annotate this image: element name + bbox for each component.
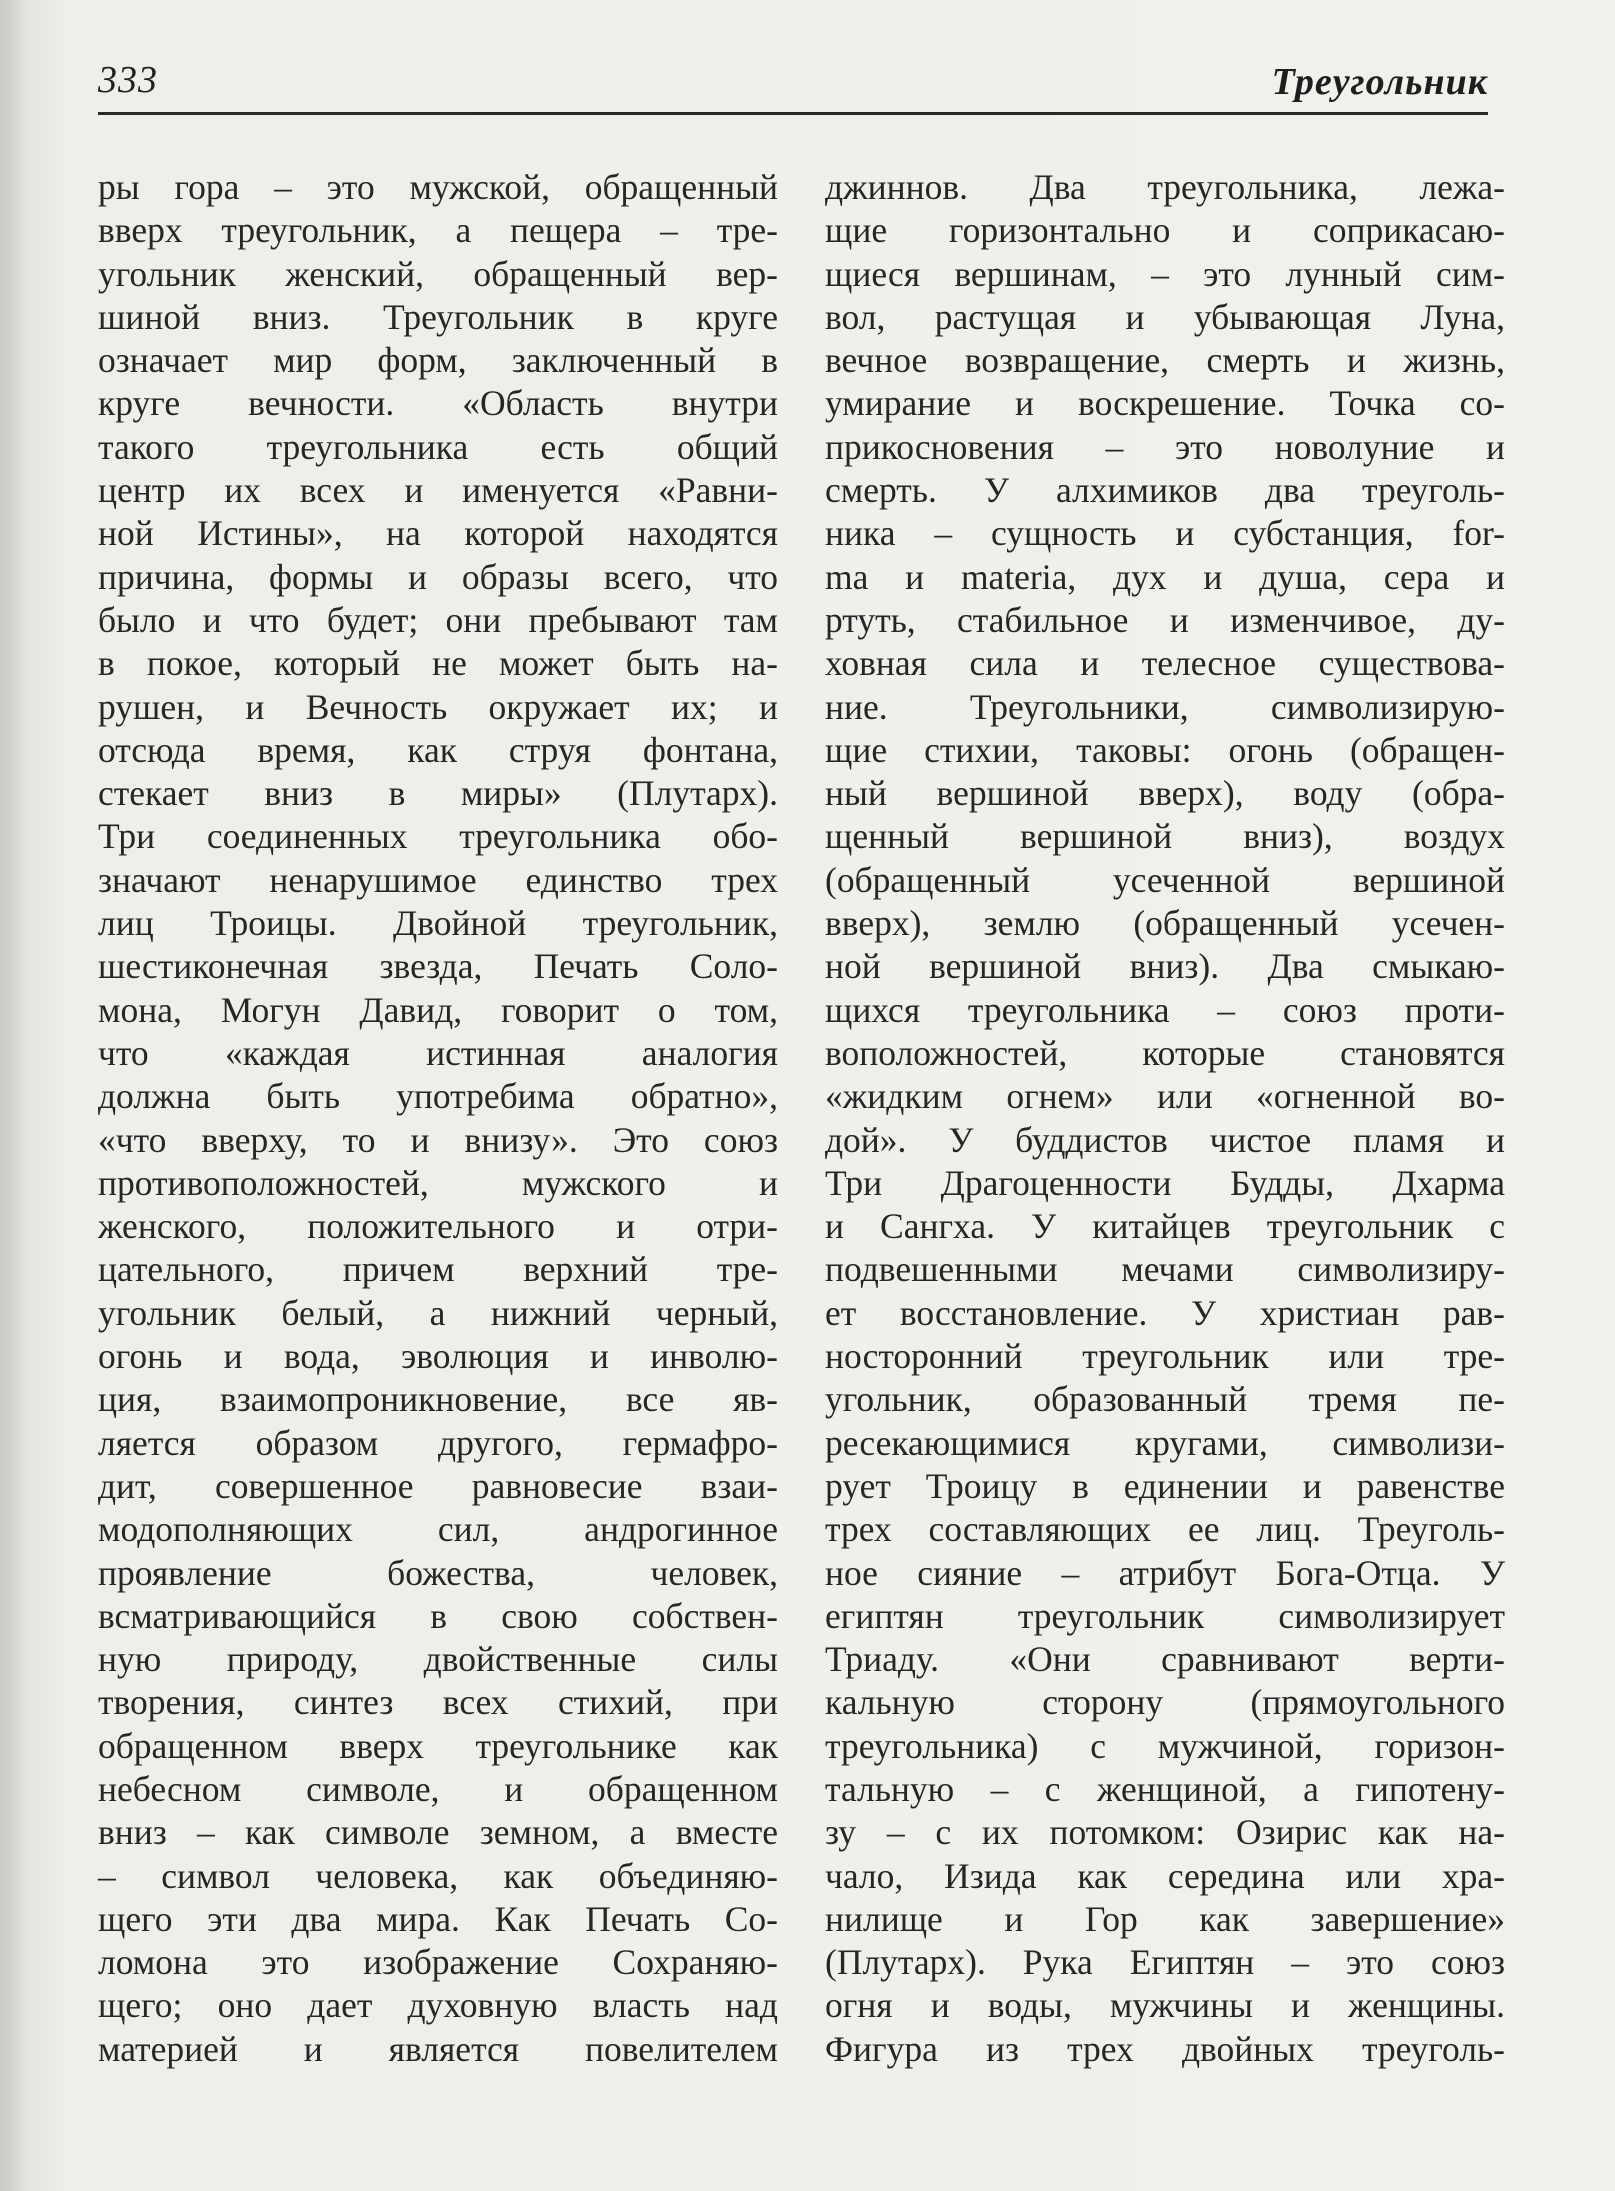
text-line: трех составляющих ее лиц. Треуголь-: [825, 1509, 1505, 1550]
text-line: ние. Треугольники, символизирую-: [825, 686, 1505, 727]
text-line: такого треугольника есть общий: [98, 426, 778, 467]
text-line: Фигура из трех двойных треуголь-: [825, 2028, 1505, 2069]
text-line: проявление божества, человек,: [98, 1552, 778, 1593]
text-line: ры гора – это мужской, обращенный: [98, 167, 778, 207]
text-line: обращенном вверх треугольнике как: [98, 1725, 778, 1766]
text-line: рует Троицу в единении и равенстве: [825, 1465, 1505, 1506]
text-line: лиц Троицы. Двойной треугольник,: [98, 903, 778, 944]
text-line: ной вершиной вниз). Два смыкаю-: [825, 946, 1505, 987]
text-line: отсюда время, как струя фонтана,: [98, 729, 778, 770]
text-line: противоположностей, мужского и: [98, 1162, 778, 1203]
text-line: джиннов. Два треугольника, лежа-: [825, 167, 1505, 207]
text-line: смерть. У алхимиков два треуголь-: [825, 470, 1505, 511]
text-line: щего; оно дает духовную власть над: [98, 1985, 778, 2026]
text-line: чало, Изида как середина или хра-: [825, 1855, 1505, 1896]
text-line: стекает вниз в миры» (Плутарх).: [98, 773, 778, 814]
text-line: ция, взаимопроникновение, все яв-: [98, 1379, 778, 1420]
text-line: угольник белый, а нижний черный,: [98, 1292, 778, 1333]
text-line: щие стихии, таковы: огонь (обращен-: [825, 729, 1505, 770]
text-column-right: [825, 166, 1505, 2071]
text-line: «жидким огнем» или «огненной во-: [825, 1076, 1505, 1117]
text-line: ховная сила и телесное существова-: [825, 643, 1505, 684]
running-head: [98, 52, 1488, 115]
text-line: подвешенными мечами символизиру-: [825, 1249, 1505, 1290]
text-line: Триаду. «Они сравнивают верти-: [825, 1639, 1505, 1680]
section-title: Треугольник: [1271, 61, 1488, 103]
text-line: мона, Могун Давид, говорит о том,: [98, 989, 778, 1030]
text-line: означает мир форм, заключенный в: [98, 340, 778, 381]
text-line: что «каждая истинная аналогия: [98, 1032, 778, 1073]
page-number: 333: [98, 59, 158, 101]
text-line: дит, совершенное равновесие взаи-: [98, 1465, 778, 1506]
text-line: (Плутарх). Рука Египтян – это союз: [825, 1942, 1505, 1983]
text-line: центр их всех и именуется «Равни-: [98, 470, 778, 511]
text-line: кальную сторону (прямоугольного: [825, 1682, 1505, 1723]
text-line: угольник, образованный тремя пе-: [825, 1379, 1505, 1420]
text-line: ет восстановление. У христиан рав-: [825, 1292, 1505, 1333]
text-line: ное сияние – атрибут Бога-Отца. У: [825, 1552, 1505, 1593]
text-line: щиеся вершинам, – это лунный сим-: [825, 253, 1505, 294]
text-line: материей и является повелителем: [98, 2028, 778, 2069]
text-line: небесном символе, и обращенном: [98, 1768, 778, 1809]
text-line: вверх), землю (обращенный усечен-: [825, 903, 1505, 944]
text-line: щего эти два мира. Как Печать Со-: [98, 1898, 778, 1939]
text-line: огня и воды, мужчины и женщины.: [825, 1985, 1505, 2026]
text-line: цательного, причем верхний тре-: [98, 1249, 778, 1290]
text-line: ломона это изображение Сохраняю-: [98, 1942, 778, 1983]
text-line: щие горизонтально и соприкасаю-: [825, 210, 1505, 251]
text-line: зу – с их потомком: Озирис как на-: [825, 1812, 1505, 1853]
text-line: ресекающимися кругами, символизи-: [825, 1422, 1505, 1463]
text-column-left: [98, 166, 778, 2071]
text-line: ma и materia, дух и душа, сера и: [825, 556, 1505, 597]
text-line: женского, положительного и отри-: [98, 1206, 778, 1247]
text-line: вол, растущая и убывающая Луна,: [825, 296, 1505, 337]
text-line: дой». У буддистов чистое пламя и: [825, 1119, 1505, 1160]
text-line: шиной вниз. Треугольник в круге: [98, 296, 778, 337]
text-line: было и что будет; они пребывают там: [98, 599, 778, 640]
text-line: «что вверху, то и внизу». Это союз: [98, 1119, 778, 1160]
text-line: вверх треугольник, а пещера – тре-: [98, 210, 778, 251]
text-line: рушен, и Вечность окружает их; и: [98, 686, 778, 727]
text-line: творения, синтез всех стихий, при: [98, 1682, 778, 1723]
text-line: в покое, который не может быть на-: [98, 643, 778, 684]
text-line: ной Истины», на которой находятся: [98, 513, 778, 554]
text-line: щихся треугольника – союз проти-: [825, 989, 1505, 1030]
text-line: вниз – как символе земном, а вместе: [98, 1812, 778, 1853]
text-line: должна быть употребима обратно»,: [98, 1076, 778, 1117]
text-line: ный вершиной вверх), воду (обра-: [825, 773, 1505, 814]
text-line: шестиконечная звезда, Печать Соло-: [98, 946, 778, 987]
text-line: треугольника) с мужчиной, горизон-: [825, 1725, 1505, 1766]
text-line: ную природу, двойственные силы: [98, 1639, 778, 1680]
text-line: прикосновения – это новолуние и: [825, 426, 1505, 467]
text-line: (обращенный усеченной вершиной: [825, 859, 1505, 900]
text-line: Три Драгоценности Будды, Дхарма: [825, 1162, 1505, 1203]
text-line: ртуть, стабильное и изменчивое, ду-: [825, 599, 1505, 640]
text-line: ляется образом другого, гермафро-: [98, 1422, 778, 1463]
text-line: воположностей, которые становятся: [825, 1032, 1505, 1073]
text-line: ника – сущность и субстанция, for-: [825, 513, 1505, 554]
text-line: Три соединенных треугольника обо-: [98, 816, 778, 857]
text-line: тальную – с женщиной, а гипотену-: [825, 1768, 1505, 1809]
text-line: египтян треугольник символизирует: [825, 1595, 1505, 1636]
text-line: модополняющих сил, андрогинное: [98, 1509, 778, 1550]
text-line: вечное возвращение, смерть и жизнь,: [825, 340, 1505, 381]
text-line: умирание и воскрешение. Точка со-: [825, 383, 1505, 424]
text-line: огонь и вода, эволюция и инволю-: [98, 1336, 778, 1377]
text-line: носторонний треугольник или тре-: [825, 1336, 1505, 1377]
text-line: – символ человека, как объединяю-: [98, 1855, 778, 1896]
text-line: нилище и Гор как завершение»: [825, 1898, 1505, 1939]
text-line: причина, формы и образы всего, что: [98, 556, 778, 597]
text-line: всматривающийся в свою собствен-: [98, 1595, 778, 1636]
text-line: и Сангха. У китайцев треугольник с: [825, 1206, 1505, 1247]
text-line: значают ненарушимое единство трех: [98, 859, 778, 900]
text-line: угольник женский, обращенный вер-: [98, 253, 778, 294]
text-line: круге вечности. «Область внутри: [98, 383, 778, 424]
text-line: щенный вершиной вниз), воздух: [825, 816, 1505, 857]
